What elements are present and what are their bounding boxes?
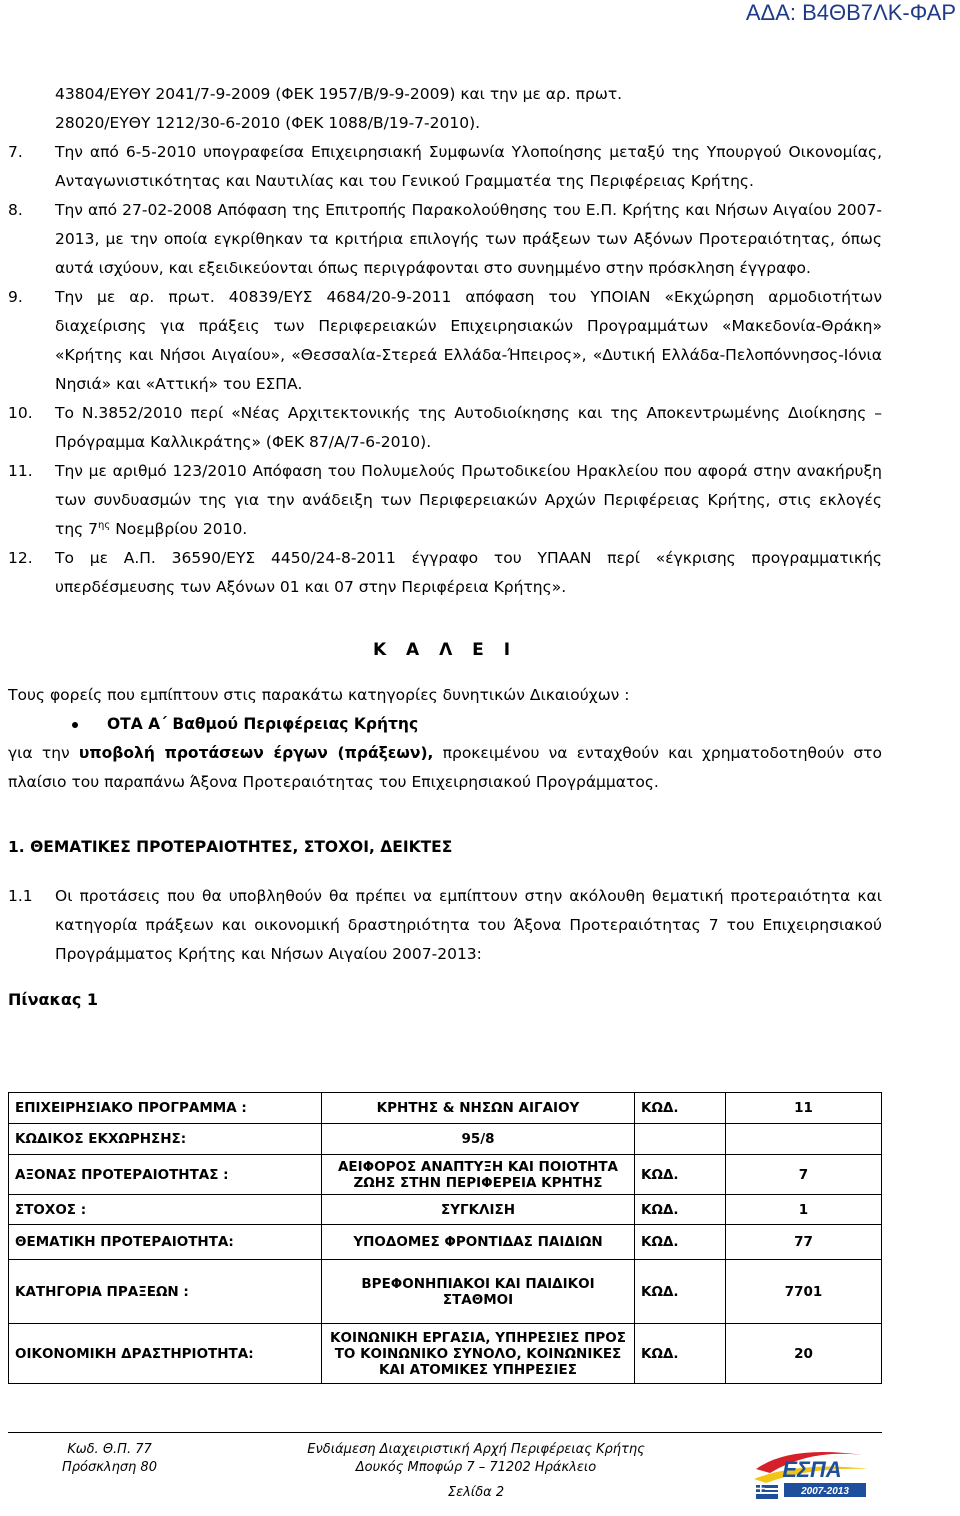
row-label: ΟΙΚΟΝΟΜΙΚΗ ΔΡΑΣΤΗΡΙΟΤΗΤΑ: [9, 1324, 322, 1384]
item-text: Το με Α.Π. 36590/ΕΥΣ 4450/24-8-2011 έγγραφο του ΥΠΑΑΝ περί «έγκρισης προγραμματικής υπερδέσμευσης των Αξόνων 01 και 07 στην Περιφέρεια Κρήτης». [55, 549, 882, 596]
row-label: ΕΠΙΧΕΙΡΗΣΙΑΚΟ ΠΡΟΓΡΑΜΜΑ : [9, 1093, 322, 1124]
row-label: ΑΞΟΝΑΣ ΠΡΟΤΕΡΑΙΟΤΗΤΑΣ : [9, 1155, 322, 1195]
bullet-text: ΟΤΑ Α΄ Βαθμού Περιφέρειας Κρήτης [107, 715, 419, 733]
list-item-9 [8, 283, 882, 399]
logo-text: ΕΣΠΑ [782, 1457, 842, 1482]
bullet-item [8, 710, 882, 739]
paragraph-number: 1.1 [8, 887, 33, 905]
row-code [726, 1124, 882, 1155]
row-value: ΒΡΕΦΟΝΗΠΙΑΚΟΙ ΚΑΙ ΠΑΙΔΙΚΟΙ ΣΤΑΘΜΟΙ [322, 1260, 635, 1324]
row-kod: ΚΩΔ. [635, 1324, 726, 1384]
row-kod: ΚΩΔ. [635, 1260, 726, 1324]
row-code: 7701 [726, 1260, 882, 1324]
flag-icon [756, 1485, 778, 1499]
row-code: 11 [726, 1093, 882, 1124]
list-item-7 [8, 138, 882, 196]
logo-years: 2007-2013 [801, 1486, 849, 1497]
row-label: ΘΕΜΑΤΙΚΗ ΠΡΟΤΕΡΑΙΟΤΗΤΑ: [9, 1225, 322, 1260]
item-text: Το Ν.3852/2010 περί «Νέας Αρχιτεκτονικής της Αυτοδιοίκησης και της Αποκεντρωμένης Διοίκησης – Πρόγραμμα Καλλικράτης» (ΦΕΚ 87/Α/7-6-2010). [55, 404, 882, 451]
row-kod: ΚΩΔ. [635, 1195, 726, 1225]
row-value: ΚΡΗΤΗΣ & ΝΗΣΩΝ ΑΙΓΑΙΟΥ [322, 1093, 635, 1124]
list-item-12 [8, 544, 882, 602]
document-body [8, 80, 882, 1014]
footer-code: Κωδ. Θ.Π. 77 [67, 1442, 152, 1457]
kalei-heading: Κ Α Λ Ε Ι [372, 640, 518, 660]
row-value: ΥΠΟΔΟΜΕΣ ΦΡΟΝΤΙΔΑΣ ΠΑΙΔΙΩΝ [322, 1225, 635, 1260]
ada-code: ΑΔΑ: Β4ΘΒ7ΛΚ-ΦΑΡ [745, 0, 956, 25]
table-row [9, 1225, 882, 1260]
row-label: ΚΑΤΗΓΟΡΙΑ ΠΡΑΞΕΩΝ : [9, 1260, 322, 1324]
footer-left [62, 1441, 157, 1477]
row-value: ΑΕΙΦΟΡΟΣ ΑΝΑΠΤΥΞΗ ΚΑΙ ΠΟΙΟΤΗΤΑ ΖΩΗΣ ΣΤΗΝ ΠΕΡΙΦΕΡΕΙΑ ΚΡΗΤΗΣ [322, 1155, 635, 1195]
program-table [8, 1092, 882, 1384]
row-code: 20 [726, 1324, 882, 1384]
row-value: ΣΥΓΚΛΙΣΗ [322, 1195, 635, 1225]
item-text-end: Νοεμβρίου 2010. [110, 520, 248, 538]
submission-post: προκειμένου να ενταχθούν και χρηματοδοτηθούν στο πλαίσιο του παραπάνω Άξονα Προτεραιότητας του Επιχειρησιακού Προγράμματος. [8, 744, 882, 791]
section-title: 1. ΘΕΜΑΤΙΚΕΣ ΠΡΟΤΕΡΑΙΟΤΗΤΕΣ, ΣΤΟΧΟΙ, ΔΕΙΚΤΕΣ [8, 838, 453, 856]
page-number: Σελίδα 2 [447, 1485, 505, 1500]
intro-line: 43804/ΕΥΘΥ 2041/7-9-2009 (ΦΕΚ 1957/Β/9-9-2009) και την με αρ. πρωτ. [55, 85, 623, 103]
footer-address: Δουκός Μπoφώρ 7 – 71202 Ηράκλειο [355, 1460, 597, 1475]
table-row [9, 1093, 882, 1124]
item-number: 10. [8, 404, 33, 422]
table-row [9, 1155, 882, 1195]
list-item-11 [8, 457, 882, 544]
table-row [9, 1124, 882, 1155]
row-kod: ΚΩΔ. [635, 1225, 726, 1260]
row-code: 77 [726, 1225, 882, 1260]
footer-authority: Ενδιάμεση Διαχειριστική Αρχή Περιφέρειας Κρήτης [307, 1442, 645, 1457]
page-footer [8, 1432, 882, 1513]
table-row [9, 1260, 882, 1324]
list-item-10 [8, 399, 882, 457]
row-value: 95/8 [322, 1124, 635, 1155]
intro-line: 28020/ΕΥΘΥ 1212/30-6-2010 (ΦΕΚ 1088/Β/19-7-2010). [55, 114, 481, 132]
row-code: 7 [726, 1155, 882, 1195]
paragraph-1-1 [8, 882, 882, 969]
invite-line: Τους φορείς που εμπίπτουν στις παρακάτω κατηγορίες δυνητικών Δικαιούχων : [8, 686, 630, 704]
item-number: 11. [8, 462, 33, 480]
item-text: Την από 27-02-2008 Απόφαση της Επιτροπής Παρακολούθησης του Ε.Π. Κρήτης και Νήσων Αιγαίου 2007-2013, με την οποία εγκρίθηκαν τα κριτήρια επιλογής των πράξεων των Αξόνων Προτεραιότητας, όπως αυτά ισχύουν, και εξειδικεύονται όπως περιγράφονται στο συνημμένο στην πρόσκληση έγγραφο. [55, 201, 882, 277]
bullet-icon [72, 722, 78, 728]
list-item-8 [8, 196, 882, 283]
table-row [9, 1195, 882, 1225]
row-kod: ΚΩΔ. [635, 1093, 726, 1124]
row-value: ΚΟΙΝΩΝΙΚΗ ΕΡΓΑΣΙΑ, ΥΠΗΡΕΣΙΕΣ ΠΡΟΣ ΤΟ ΚΟΙΝΩΝΙΚΟ ΣΥΝΟΛΟ, ΚΟΙΝΩΝΙΚΕΣ ΚΑΙ ΑΤΟΜΙΚΕΣ ΥΠΗΡΕΣΙΕΣ [322, 1324, 635, 1384]
submission-pre: για την [8, 744, 79, 762]
table-caption: Πίνακας 1 [8, 990, 99, 1009]
row-kod [635, 1124, 726, 1155]
footer-center [296, 1441, 656, 1477]
item-text: Την με αρ. πρωτ. 40839/ΕΥΣ 4684/20-9-2011 απόφαση του ΥΠΟΙΑΝ «Εκχώρηση αρμοδιοτήτων διαχείρισης για πράξεις των Περιφερειακών Επιχειρησιακών Προγραμμάτων «Μακεδονία-Θράκη» «Κρήτης και Νήσοι Αιγαίου», «Θεσσαλία-Στερεά Ελλάδα-Ήπειρος», «Δυτική Ελλάδα-Πελοπόννησος-Ιόνια Νησιά» και «Αττική» του ΕΣΠΑ. [55, 288, 882, 393]
row-kod: ΚΩΔ. [635, 1155, 726, 1195]
paragraph-text: Οι προτάσεις που θα υποβληθούν θα πρέπει να εμπίπτουν στην ακόλουθη θεματική προτεραιότητα και κατηγορία πράξεων και οικονομική δραστηριότητα του Άξονα Προτεραιότητας 7 του Επιχειρησιακού Προγράμματος Κρήτης και Νήσων Αιγαίου 2007-2013: [55, 887, 882, 963]
item-number: 7. [8, 143, 23, 161]
item-number: 12. [8, 549, 33, 567]
submission-bold: υποβολή προτάσεων έργων (πράξεων), [78, 744, 434, 762]
item-number: 8. [8, 201, 23, 219]
submission-paragraph [8, 739, 882, 797]
item-text: Την από 6-5-2010 υπογραφείσα Επιχειρησιακή Συμφωνία Υλοποίησης μεταξύ της Υπουργού Οικονομίας, Ανταγωνιστικότητας και Ναυτιλίας και του Γενικού Γραμματέα της Περιφέρειας Κρήτης. [55, 143, 882, 190]
espa-logo-icon [750, 1439, 874, 1503]
footer-invitation: Πρόσκληση 80 [62, 1460, 157, 1475]
item-number: 9. [8, 288, 23, 306]
row-label: ΣΤΟΧΟΣ : [9, 1195, 322, 1225]
superscript: ης [98, 519, 111, 531]
row-label: ΚΩΔΙΚΟΣ ΕΚΧΩΡΗΣΗΣ: [9, 1124, 322, 1155]
item-text: Την με αριθμό 123/2010 Απόφαση του Πολυμελούς Πρωτοδικείου Ηρακλείου που αφορά στην ανακήρυξη των συνδυασμών της για την ανάδειξη των Περιφερειακών Αρχών Περιφέρειας Κρήτης, στις εκλογές της 7 [55, 462, 882, 538]
row-code: 1 [726, 1195, 882, 1225]
table-row [9, 1324, 882, 1384]
